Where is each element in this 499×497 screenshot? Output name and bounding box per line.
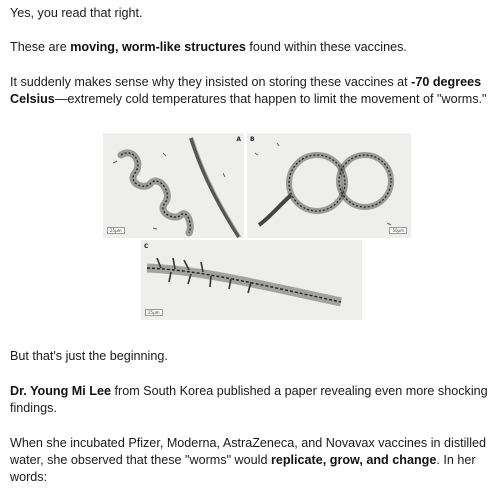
- micrograph-panel-a: [103, 133, 244, 238]
- micrograph-panel-c: [141, 240, 362, 320]
- paragraph-storage: [10, 74, 492, 108]
- panel-b-letter: B: [250, 136, 255, 143]
- bold-text: Dr. Young Mi Lee: [10, 384, 111, 398]
- text-span: —extremely cold temperatures that happen to limit the movement of "worms.": [54, 92, 487, 106]
- paragraph-intro: Yes, you read that right.: [10, 6, 143, 20]
- text-span: . In her words:: [10, 453, 476, 484]
- bold-text: replicate, grow, and change: [270, 453, 437, 467]
- panel-c-letter: C: [144, 243, 149, 250]
- panel-a-letter: A: [236, 136, 241, 143]
- text-span: When she incubated Pfizer, Moderna, AstraZeneca, and Novavax vaccines in distilled water, she observed that these "worms" would: [10, 436, 487, 467]
- micrograph-b-image: [247, 133, 411, 238]
- panel-b-scale-bar: 50μm: [389, 227, 407, 234]
- paragraph-researcher: [10, 383, 492, 417]
- text-span: It suddenly makes sense why they insisted on storing these vaccines at: [10, 75, 412, 89]
- text-span: found within these vaccines.: [245, 40, 407, 54]
- text-span: from South Korea published a paper revealing even more shocking findings.: [10, 384, 488, 415]
- text-span: These are: [10, 40, 71, 54]
- micrograph-panel-b: [247, 133, 411, 238]
- bold-text: moving, worm-like structures: [70, 40, 246, 54]
- micrograph-c-image: [141, 240, 362, 320]
- bold-text: -70 degrees Celsius: [10, 75, 482, 106]
- paragraph-incubation: [10, 435, 492, 486]
- paragraph-structures: [10, 39, 492, 56]
- paragraph-beginning: But that's just the beginning.: [10, 349, 168, 363]
- panel-a-scale-bar: 25μm: [107, 227, 125, 234]
- micrograph-a-image: [103, 133, 244, 238]
- panel-c-scale-bar: 25μm: [145, 309, 163, 316]
